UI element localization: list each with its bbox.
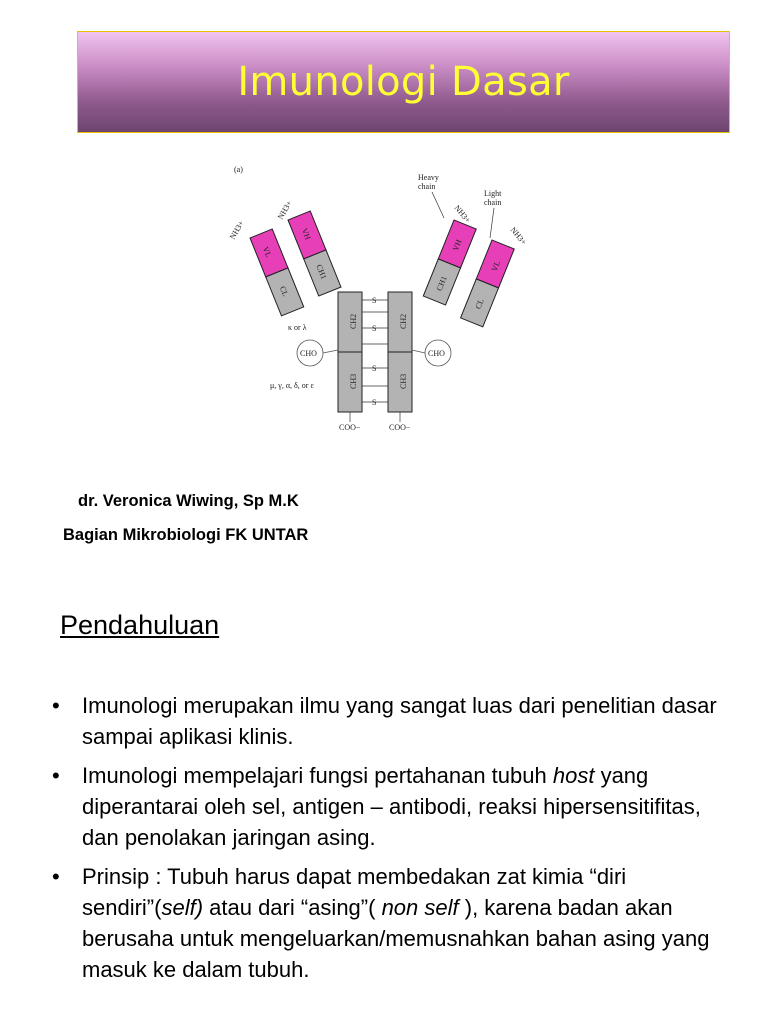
left-heavy-nh3: NH3+ — [275, 199, 294, 221]
bullet-text: yang diperantarai oleh sel, antigen – antibodi, reaksi hipersensitifitas, dan penolakan jaringan asing. — [82, 763, 701, 850]
left-ch2-label: CH2 — [349, 313, 358, 329]
left-coo-label: COO− — [339, 423, 361, 432]
bullet-item — [50, 760, 730, 853]
antibody-structure-diagram — [222, 160, 542, 450]
bullet-dot-icon: • — [52, 864, 60, 889]
bullet-list — [50, 690, 730, 993]
left-ch3-label: CH3 — [349, 373, 358, 389]
panel-label: (a) — [234, 165, 243, 174]
kappa-lambda-label: κ or λ — [288, 323, 307, 332]
left-light-nh3: NH3+ — [227, 219, 246, 241]
section-heading: Pendahuluan — [60, 610, 220, 640]
right-cho-label: CHO — [428, 349, 445, 358]
bullet-item — [50, 861, 730, 985]
right-ch3-label: CH3 — [399, 373, 408, 389]
left-vl-label: VL — [260, 245, 274, 259]
right-vh-label: VH — [450, 238, 464, 253]
heavy-chain-label-1: Heavy — [418, 173, 439, 182]
heavy-chain-label-2: chain — [418, 182, 436, 191]
slide-title: Imunologi Dasar — [237, 59, 570, 105]
title-banner — [77, 31, 730, 133]
left-vh-label: VH — [299, 226, 313, 242]
light-chain-label-2: chain — [484, 198, 502, 207]
right-coo-label: COO− — [389, 423, 411, 432]
left-cl-label: CL — [277, 284, 291, 298]
bullet-text: Prinsip : Tubuh harus dapat membedakan zat kimia “diri sendiri”( — [82, 864, 627, 920]
left-ch1-label: CH1 — [314, 263, 329, 281]
left-cho-label: CHO — [300, 349, 317, 358]
department-name: Bagian Mikrobiologi FK UNTAR — [63, 526, 309, 544]
bullet-dot-icon: • — [52, 693, 60, 718]
bullet-text: Imunologi mempelajari fungsi pertahanan tubuh — [82, 763, 553, 788]
ss-label-2: S — [372, 324, 377, 333]
ss-label-3: S — [372, 364, 377, 373]
right-heavy-nh3: NH3+ — [452, 203, 473, 225]
right-light-nh3: NH3+ — [508, 225, 529, 247]
left-light-chain — [228, 219, 304, 316]
bullet-text: Imunologi merupakan ilmu yang sangat luas dari penelitian dasar sampai aplikasi klinis. — [82, 693, 717, 749]
right-cl-label: CL — [473, 297, 486, 311]
right-ch1-label: CH1 — [434, 274, 449, 293]
bullet-text: host — [552, 763, 595, 788]
light-chain-label-1: Light — [484, 189, 502, 198]
bullet-text: non self — [381, 895, 459, 920]
bullet-text: ), karena badan akan berusaha untuk mengeluarkan/memusnahkan bahan asing yang masuk ke dalam tubuh. — [82, 895, 710, 982]
ss-label-4: S — [372, 398, 377, 407]
right-heavy-arm — [423, 204, 476, 306]
bullet-text: self) — [161, 895, 204, 920]
bullet-text: atau dari “asing”( — [203, 895, 382, 920]
bullet-item — [50, 690, 730, 752]
ss-label-1: S — [372, 296, 377, 305]
right-ch2-label: CH2 — [399, 313, 408, 329]
right-vl-label: VL — [489, 259, 503, 273]
author-name: dr. Veronica Wiwing, Sp M.K — [78, 492, 299, 510]
bullet-dot-icon: • — [52, 763, 60, 788]
hinge-disulfide-bonds — [362, 300, 388, 402]
heavy-types-label: μ, γ, α, δ, or ε — [270, 381, 314, 390]
